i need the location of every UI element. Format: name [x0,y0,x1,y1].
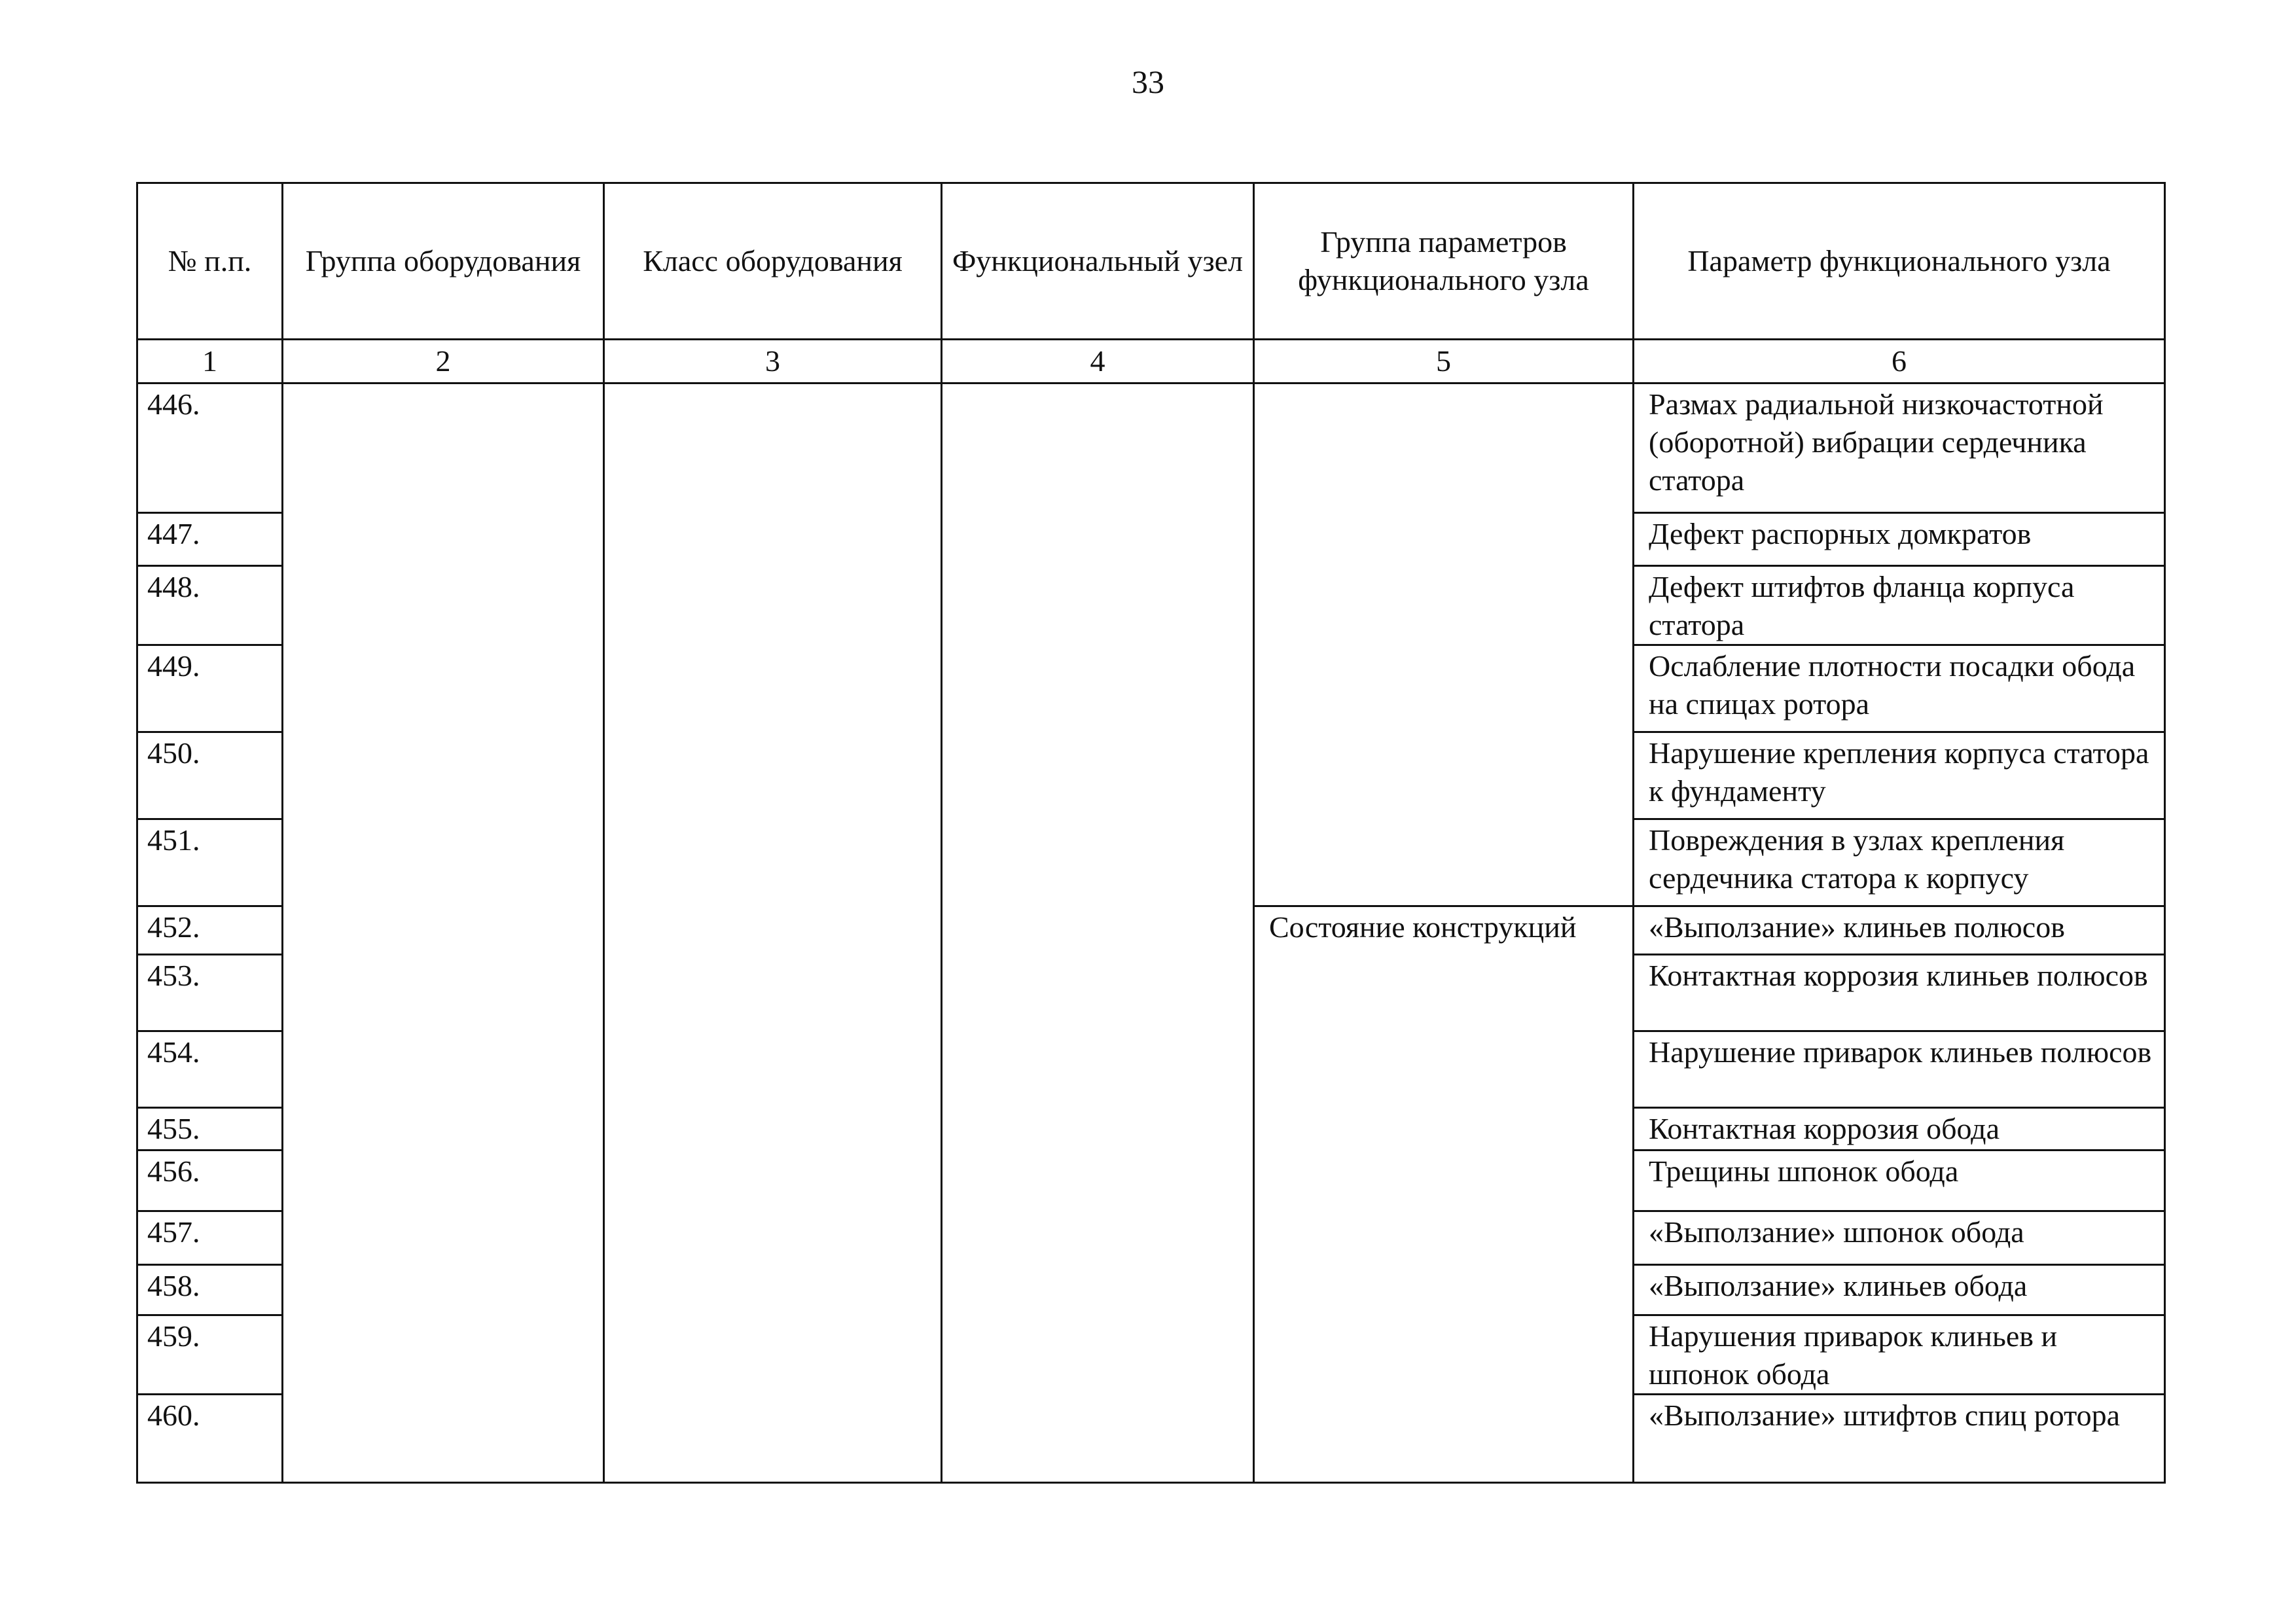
row-number: 452. [137,906,283,955]
column-number: 3 [604,340,942,383]
parameter-group-cell [1254,383,1634,906]
row-number: 449. [137,645,283,732]
parameter-cell: Нарушения приварок клиньев и шпонок обода [1634,1315,2165,1395]
row-number: 453. [137,955,283,1031]
parameter-cell: Контактная коррозия обода [1634,1108,2165,1150]
header-parameter-group: Группа параметров функционального узла [1254,183,1634,340]
parameter-cell: Дефект распорных домкратов [1634,513,2165,566]
row-number: 456. [137,1150,283,1211]
parameter-cell: «Выползание» клиньев обода [1634,1265,2165,1315]
row-number: 457. [137,1211,283,1265]
header-equipment-class: Класс оборудования [604,183,942,340]
functional-unit-cell [942,383,1254,1483]
row-number: 451. [137,819,283,906]
parameter-cell: Нарушение приварок клиньев полюсов [1634,1031,2165,1108]
equipment-group-cell [283,383,604,1483]
row-number: 450. [137,732,283,819]
column-number: 6 [1634,340,2165,383]
parameter-cell: Трещины шпонок обода [1634,1150,2165,1211]
column-number: 4 [942,340,1254,383]
column-number: 1 [137,340,283,383]
table-header-row [137,183,2165,340]
parameter-cell: Размах радиальной низкочастотной (оборотной) вибрации сердечника статора [1634,383,2165,513]
parameter-group-cell: Состояние конструкций [1254,906,1634,1483]
parameter-cell: Дефект штифтов фланца корпуса статора [1634,566,2165,645]
row-number: 446. [137,383,283,513]
parameters-table [136,182,2166,1484]
header-parameter: Параметр функционального узла [1634,183,2165,340]
parameter-cell: «Выползание» штифтов спиц ротора [1634,1395,2165,1483]
row-number: 454. [137,1031,283,1108]
parameter-cell: «Выползание» шпонок обода [1634,1211,2165,1265]
page-number: 33 [1132,63,1164,100]
equipment-class-cell [604,383,942,1483]
header-number: № п.п. [137,183,283,340]
row-number: 458. [137,1265,283,1315]
header-functional-unit: Функциональный узел [942,183,1254,340]
parameter-cell: «Выползание» клиньев полюсов [1634,906,2165,955]
row-number: 460. [137,1395,283,1483]
column-number: 5 [1254,340,1634,383]
parameter-cell: Нарушение крепления корпуса статора к фундаменту [1634,732,2165,819]
parameter-cell: Повреждения в узлах крепления сердечника статора к корпусу [1634,819,2165,906]
row-number: 448. [137,566,283,645]
parameter-cell: Ослабление плотности посадки обода на спицах ротора [1634,645,2165,732]
parameter-cell: Контактная коррозия клиньев полюсов [1634,955,2165,1031]
column-numbers-row [137,340,2165,383]
row-number: 447. [137,513,283,566]
header-equipment-group: Группа оборудования [283,183,604,340]
row-number: 455. [137,1108,283,1150]
column-number: 2 [283,340,604,383]
row-number: 459. [137,1315,283,1395]
table-row [137,383,2165,513]
